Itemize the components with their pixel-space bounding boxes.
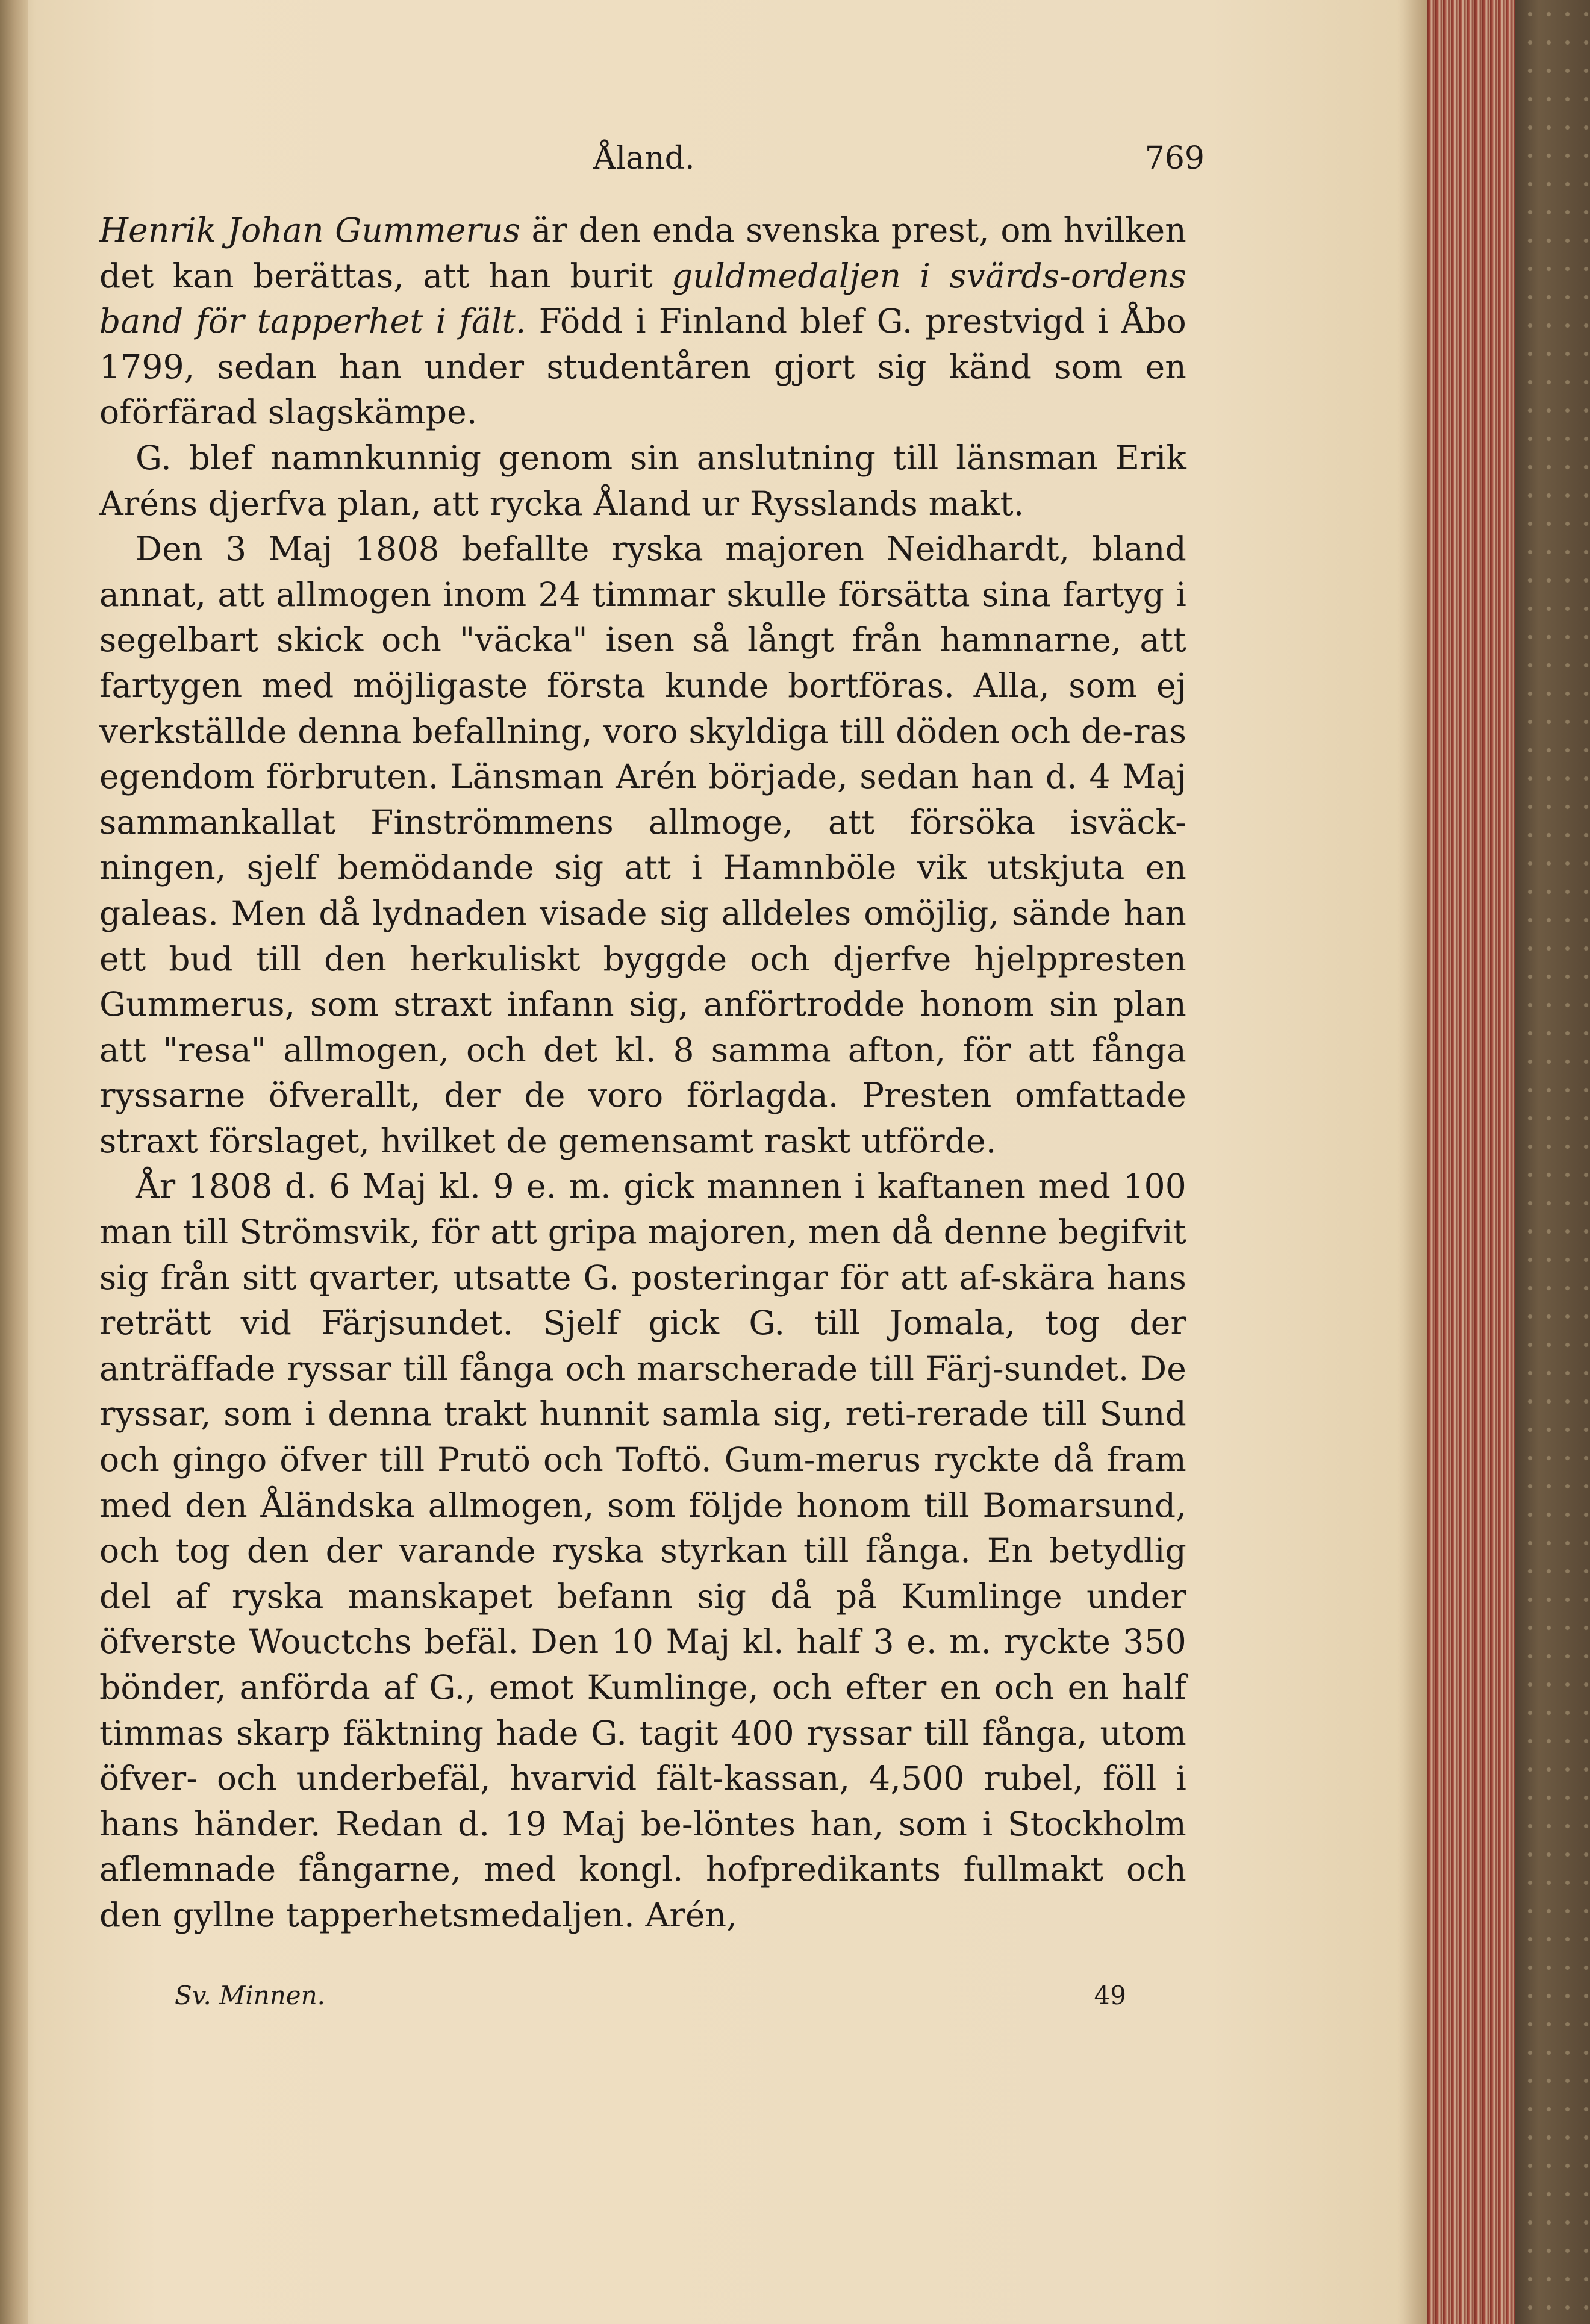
paragraph-2: G. blef namnkunnig genom sin anslutning till länsman Erik Aréns djerfva plan, att rycka Åland ur Rysslands makt. [99, 438, 1186, 523]
cover-texture [1521, 0, 1590, 2324]
page-header [96, 137, 1205, 180]
page-footer [175, 1978, 1126, 2014]
paragraph-1-text-b: Född i Finland blef G. prestvigd i Åbo 1799, sedan han under studentåren gjort sig känd som en oförfärad slagskämpe. [99, 302, 1186, 432]
paragraph-1-text-a: är den enda svenska prest, om hvilken det kan berättas, att han burit [99, 211, 1186, 295]
body-text [99, 208, 1186, 1938]
book-page-edges [1427, 0, 1515, 2324]
signature-mark: 49 [1094, 1981, 1126, 2010]
book-spine-shadow [0, 0, 28, 2324]
paragraph-4: År 1808 d. 6 Maj kl. 9 e. m. gick mannen i kaftanen med 100 man till Strömsvik, för att gripa majoren, men då denne begifvit sig från sitt qvarter, utsatte G. posteringar för att af-skära hans reträtt vid Färjsundet. Sjelf gick G. till Jomala, tog der anträffade ryssar till fånga och marscherade till Färj-sundet. De ryssar, som i denna trakt hunnit samla sig, reti-rerade till Sund och gingo öfver till Prutö och Toftö. Gum-merus ryckte då fram med den Åländska allmogen, som följde honom till Bomarsund, och tog den der varande ryska styrkan till fånga. En betydlig del af ryska manskapet befann sig då på Kumlinge under öfverste Wouctchs befäl. Den 10 Maj kl. half 3 e. m. ryckte 350 bönder, anförda af G., emot Kumlinge, och efter en och en half timmas skarp fäktning hade G. tagit 400 ryssar till fånga, utom öfver- och underbefäl, hvarvid fält-kassan, 4,500 rubel, föll i hans händer. Redan d. 19 Maj be-löntes han, som i Stockholm aflemnade fångarne, med kongl. hofpredikants fullmakt och den gyllne tapperhetsmedaljen. Arén, [99, 1167, 1186, 1934]
footer-source: Sv. Minnen. [175, 1981, 326, 2010]
paragraph-3: Den 3 Maj 1808 befallte ryska majoren Neidhardt, bland annat, att allmogen inom 24 timmar skulle försätta sina fartyg i segelbart skick och "väcka" isen så långt från hamnarne, att fartygen med möjligaste första kunde bortföras. Alla, som ej verkställde denna befallning, voro skyldiga till döden och de-ras egendom förbruten. Länsman Arén började, sedan han d. 4 Maj sammankallat Finströmmens allmoge, att försöka isväck-ningen, sjelf bemödande sig att i Hamnböle vik utskjuta en galeas. Men då lydnaden visade sig alldeles omöjlig, sände han ett bud till den herkuliskt byggde och djerfve hjelppresten Gummerus, som straxt infann sig, anförtrodde honom sin plan att "resa" allmogen, och det kl. 8 samma afton, för att fånga ryssarne öfverallt, der de voro förlagda. Presten omfattade straxt förslaget, hvilket de gemensamt raskt utförde. [99, 529, 1186, 1160]
italic-name: Henrik Johan Gummerus [99, 211, 520, 249]
italic-medal-phrase: guldmedaljen i svärds-ordens band för tapperhet i fält. [99, 256, 1187, 341]
page-number: 769 [1144, 140, 1205, 176]
running-head: Åland. [593, 140, 695, 176]
paragraph-1 [99, 208, 1186, 436]
